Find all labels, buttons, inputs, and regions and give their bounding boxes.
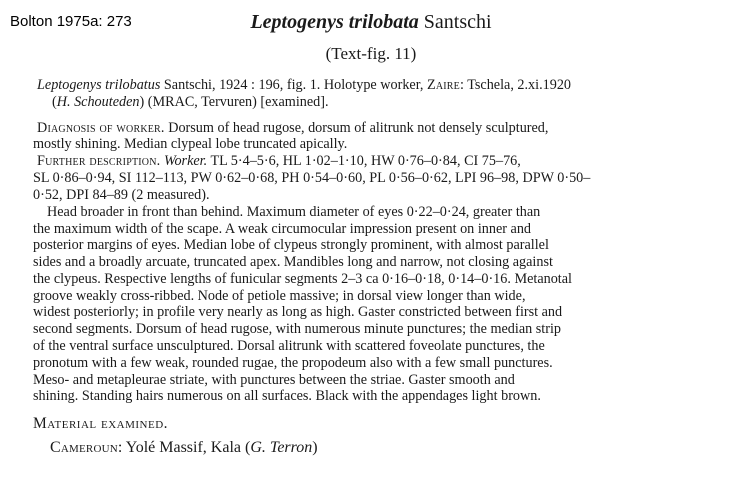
synonym-locality: : Tschela, 2.xi.1920 [459,77,572,93]
measurements-2: SL 0·86–0·94, SI 112–113, PW 0·62–0·68, PH 0·54–0·60, PL 0·56–0·62, LPI 96–98, DPW 0·50– [33,170,591,186]
description-line: the clypeus. Respective lengths of funicular segments 2–3 ca 0·16–0·18, 0·14–0·16. Metanotal [33,271,572,287]
synonymy-line-1 [37,77,571,94]
description-line: of the ventral surface unsculptured. Dorsal alitrunk with scattered foveolate punctures, the [33,338,545,354]
material-country: Cameroun [50,439,118,456]
synonymy-line-2: (H. Schouteden) (MRAC, Tervuren) [examined]. [52,94,329,110]
synonym-collector: H. Schouteden [56,94,140,110]
species-title [0,11,742,34]
description-line: shining. Standing hairs numerous on all surfaces. Black with the appendages light brown. [33,388,541,404]
figure-reference: (Text-fig. 11) [325,44,417,63]
description-line: Head broader in front than behind. Maximum diameter of eyes 0·22–0·24, greater than [47,204,541,220]
further-line-1 [37,153,521,170]
description-line: sides and a broadly arcuate, truncated apex. Mandibles long and narrow, not closing against [33,254,553,270]
species-author: Santschi [423,11,492,33]
diagnosis-heading: Diagnosis of worker. [37,120,165,136]
material-close: ) [312,439,318,456]
description-line: Meso- and metapleurae striate, with punctures between the striae. Gaster smooth and [33,372,515,388]
material-locality [50,439,318,457]
diagnosis-text-1: Dorsum of head rugose, dorsum of alitrunk not densely sculptured, [164,120,549,136]
description-line: groove weakly cross-ribbed. Node of petiole massive; in dorsal view longer than wide, [33,288,526,304]
synonym-depository: (MRAC, Tervuren) [examined]. [144,94,329,110]
citation-reference: Bolton 1975a: 273 [10,13,132,30]
diagnosis-line-1 [37,120,548,137]
description-line: second segments. Dorsum of head rugose, with numerous minute punctures; the median strip [33,321,561,337]
description-line: pronotum with a few weak, rounded rugae, the propodeum also with a few small punctures. [33,355,553,371]
synonym-country: Zaire [426,77,460,93]
description-line: the maximum width of the scape. A weak circumocular impression present on inner and [33,221,532,237]
species-name: Leptogenys trilobata [250,11,419,33]
synonym-name: Leptogenys trilobatus [37,77,161,93]
description-line: posterior margins of eyes. Median lobe of clypeus strongly prominent, with almost parallel [33,237,549,253]
further-heading: Further description. [37,153,161,169]
material-heading: Material examined. [33,415,169,432]
measurements-1: TL 5·4–5·6, HL 1·02–1·10, HW 0·76–0·84, CI 75–76, [207,153,521,169]
material-collector: G. Terron [250,439,313,456]
measurements-3: 0·52, DPI 84–89 (2 measured). [33,187,210,203]
caste-label: Worker. [163,153,208,169]
material-site: : Yolé Massif, Kala ( [117,439,251,456]
description-line: widest posteriorly; in profile very nearly as long as high. Gaster constricted between first and [33,304,563,320]
diagnosis-line-2: mostly shining. Median clypeal lobe truncated apically. [33,136,348,152]
synonym-citation: Santschi, 1924 : 196, fig. 1. Holotype worker, [160,77,427,93]
